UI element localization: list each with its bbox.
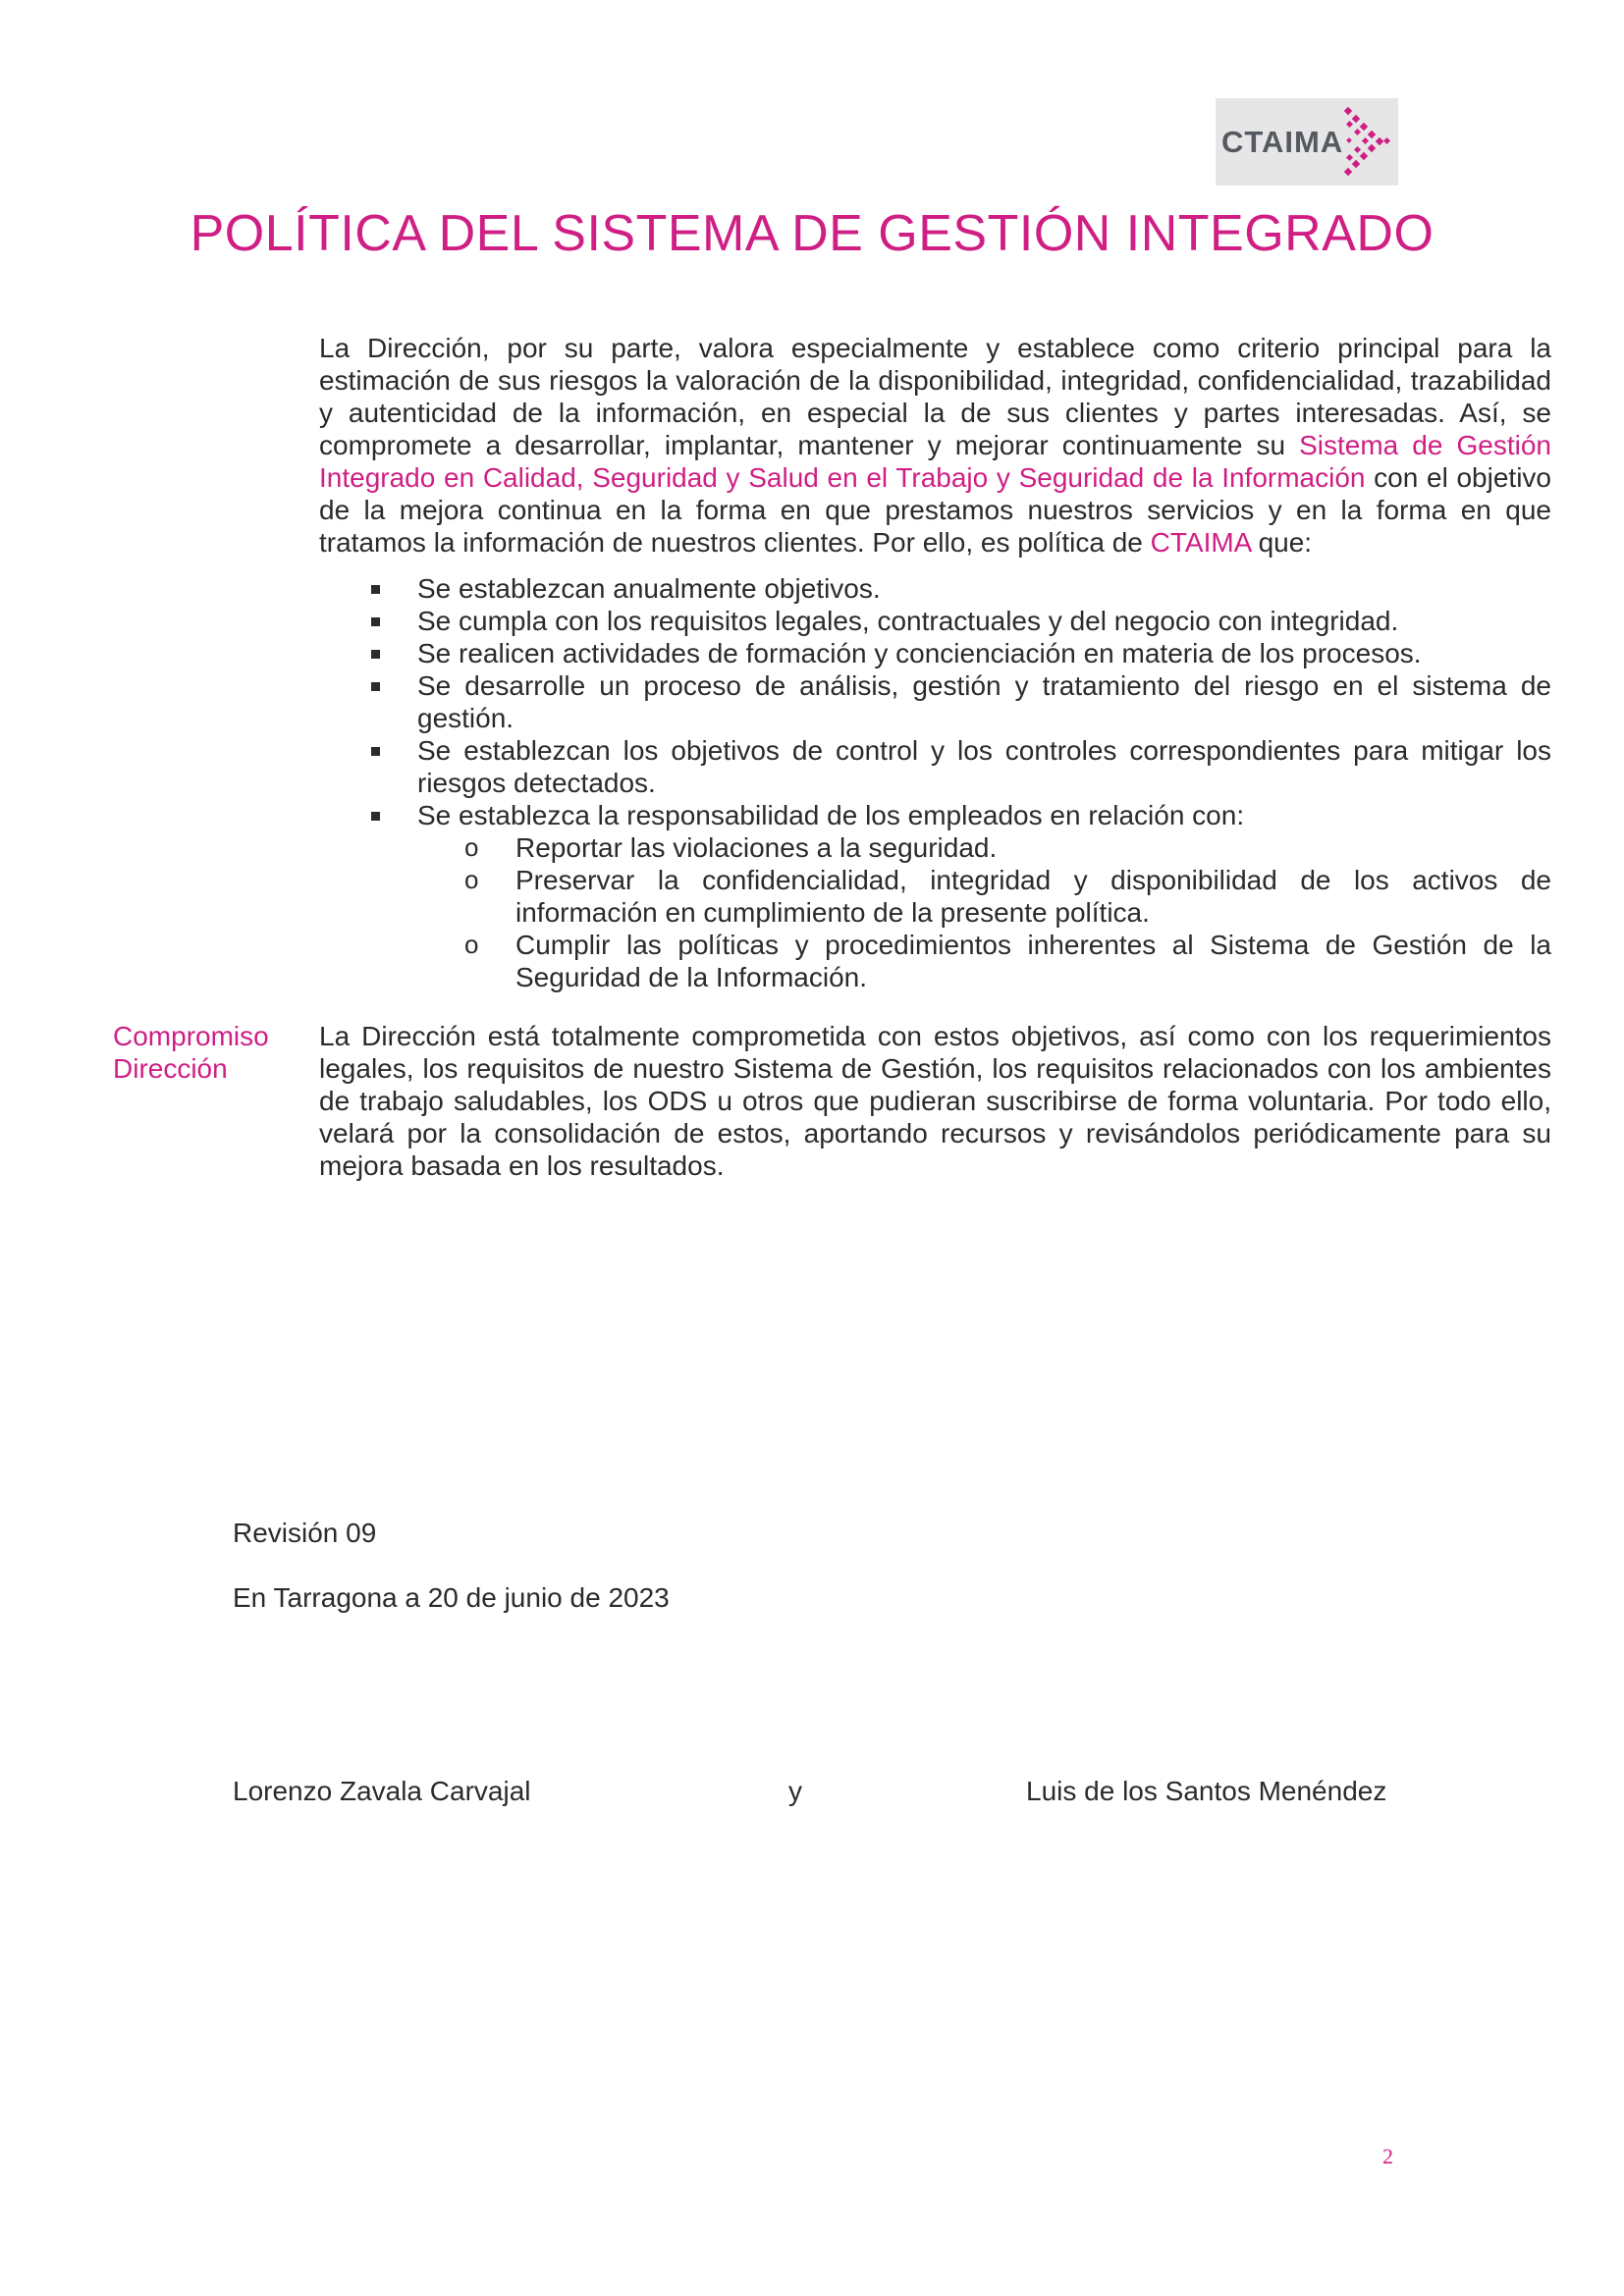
commitment-side-label: Compromiso Dirección <box>113 1021 269 1084</box>
company-name-highlight: CTAIMA <box>1150 527 1251 558</box>
square-bullet-icon <box>371 682 380 691</box>
square-bullet-icon <box>371 812 380 821</box>
intro-text-1: La Dirección, por su parte, valora especialmente y establece como criterio principal para la estimación de sus riesgos la valoración de la disponibilidad, integridad, confidencialidad, trazabilidad y autenticidad de la información, en especial la de sus clientes y partes interesadas. Así, se compromete a desarrollar, implantar, mantener y mejorar continuamente su <box>319 333 1551 460</box>
circle-bullet-icon: o <box>464 865 479 894</box>
list-item: Se cumpla con los requisitos legales, contractuales y del negocio con integridad. <box>319 605 1551 637</box>
page-title: POLÍTICA DEL SISTEMA DE GESTIÓN INTEGRADO <box>189 205 1435 262</box>
sublist-item: o Reportar las violaciones a la seguridad. <box>464 832 998 863</box>
sublist-item: o Cumplir las políticas y procedimientos inherentes al Sistema de Gestión de la Seguridad de la Información. <box>464 930 1551 992</box>
circle-bullet-icon: o <box>464 832 479 862</box>
policy-bullet-list <box>319 572 1551 993</box>
list-item: Se establezcan los objetivos de control y los controles correspondientes para mitigar los riesgos detectados. <box>319 734 1551 799</box>
logo-text: CTAIMA <box>1221 125 1344 159</box>
ctaima-arrow-dots-icon <box>1343 102 1398 181</box>
signatory-conjunction: y <box>788 1776 802 1806</box>
square-bullet-icon <box>371 585 380 594</box>
responsibility-sublist <box>417 831 1551 993</box>
page-number: 2 <box>1382 2144 1393 2168</box>
intro-text-3: que: <box>1250 527 1313 558</box>
square-bullet-icon <box>371 617 380 626</box>
list-item: Se realicen actividades de formación y concienciación en materia de los procesos. <box>319 637 1551 669</box>
company-logo <box>1216 98 1398 186</box>
circle-bullet-icon: o <box>464 930 479 959</box>
list-item: Se establezcan anualmente objetivos. <box>319 572 1551 605</box>
square-bullet-icon <box>371 650 380 659</box>
management-system-highlight: Sistema de Gestión Integrado en Calidad, Seguridad y Salud en el Trabajo y Seguridad de la Información <box>319 430 1551 493</box>
commitment-paragraph: La Dirección está totalmente comprometida con estos objetivos, así como con los requerimientos legales, los requisitos de nuestro Sistema de Gestión, los requisitos relacionados con los ambientes de trabajo saludables, los ODS u otros que pudieran suscribirse de forma voluntaria. Por todo ello, velará por la consolidación de estos, aportando recursos y revisándolos periódicamente para su mejora basada en los resultados. <box>319 1021 1551 1181</box>
sublist-item: o Preservar la confidencialidad, integridad y disponibilidad de los activos de información en cumplimiento de la presente política. <box>464 865 1551 928</box>
revision-label: Revisión 09 <box>233 1518 377 1548</box>
intro-paragraph <box>319 332 1551 559</box>
list-item: Se establezca la responsabilidad de los empleados en relación con: o Reportar las violaciones a la seguridad. o Preservar la confidencialidad, integridad y disponibilidad de los activos de información en cumplimiento de la presente política. o Cumplir las políticas y procedimientos inherentes al Sistema de Gestión de la Seguridad de la Información. <box>319 799 1551 993</box>
signatory-first: Lorenzo Zavala Carvajal <box>233 1776 531 1806</box>
signatory-second: Luis de los Santos Menéndez <box>1026 1776 1387 1806</box>
square-bullet-icon <box>371 747 380 756</box>
list-item: Se desarrolle un proceso de análisis, gestión y tratamiento del riesgo en el sistema de gestión. <box>319 669 1551 734</box>
intro-text-2: con el objetivo de la mejora continua en la forma en que prestamos nuestros servicios y en la forma en que tratamos la información de nuestros clientes. Por ello, es política de <box>319 462 1551 558</box>
place-date: En Tarragona a 20 de junio de 2023 <box>233 1582 670 1613</box>
